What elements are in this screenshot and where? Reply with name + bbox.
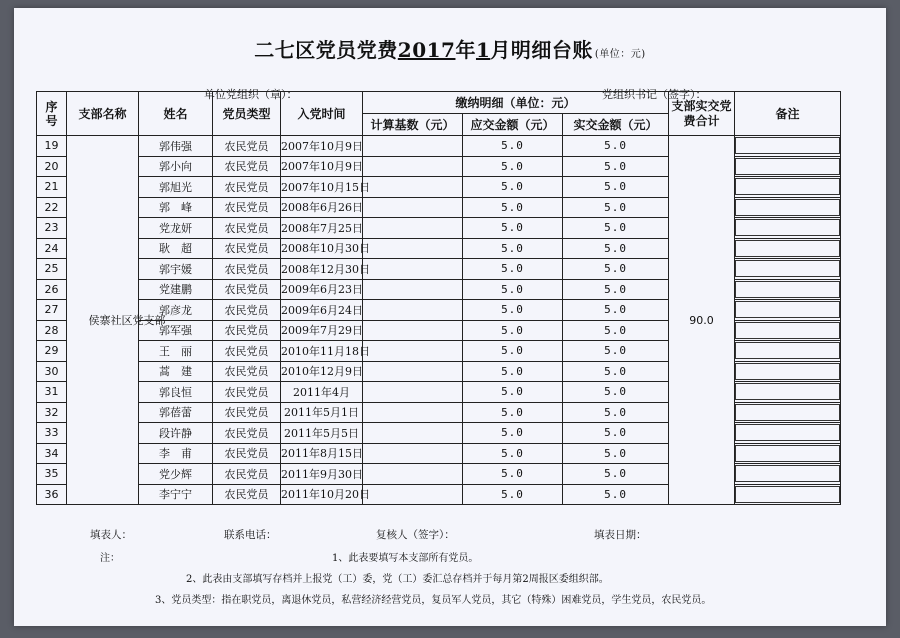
header-total-paid: 支部实交党费合计 (669, 92, 735, 136)
row-name: 郭伟强 (139, 136, 213, 157)
row-type: 农民党员 (213, 218, 281, 239)
row-seq: 23 (37, 218, 67, 239)
row-due: 5.0 (463, 136, 563, 157)
row-base (363, 341, 463, 362)
remarks-input[interactable] (735, 301, 840, 318)
remarks-input[interactable] (735, 137, 840, 154)
row-remarks (735, 177, 841, 198)
remarks-input[interactable] (735, 383, 840, 400)
row-due: 5.0 (463, 443, 563, 464)
row-remarks (735, 259, 841, 280)
row-paid: 5.0 (563, 423, 669, 444)
row-base (363, 484, 463, 505)
row-join-date: 2008年7月25日 (281, 218, 363, 239)
remarks-input[interactable] (735, 465, 840, 482)
row-base (363, 382, 463, 403)
row-name: 李宁宁 (139, 484, 213, 505)
secretary-sign-label: 党组织书记（签字）： (602, 88, 707, 101)
row-remarks (735, 320, 841, 341)
row-remarks (735, 197, 841, 218)
row-remarks (735, 382, 841, 403)
row-seq: 27 (37, 300, 67, 321)
remarks-input[interactable] (735, 281, 840, 298)
row-type: 农民党员 (213, 279, 281, 300)
row-due: 5.0 (463, 218, 563, 239)
title-prefix: 二七区党员党费 (254, 38, 398, 62)
filler-label: 填表人： (90, 529, 132, 541)
row-remarks (735, 238, 841, 259)
row-paid: 5.0 (563, 382, 669, 403)
row-base (363, 464, 463, 485)
note-3: 3、党员类型：指在职党员，离退休党员，私营经济经营党员，复员军人党员，其它（特殊）困难党员，学生党员，农民党员。 (155, 595, 712, 606)
row-due: 5.0 (463, 279, 563, 300)
row-paid: 5.0 (563, 402, 669, 423)
row-type: 农民党员 (213, 464, 281, 485)
row-join-date: 2007年10月9日 (281, 156, 363, 177)
branch-total: 90.0 (689, 313, 714, 327)
row-paid: 5.0 (563, 300, 669, 321)
remarks-input[interactable] (735, 219, 840, 236)
header-due: 应交金额（元） (463, 114, 563, 136)
row-base (363, 218, 463, 239)
row-seq: 19 (37, 136, 67, 157)
ledger-body (37, 136, 841, 505)
row-type: 农民党员 (213, 320, 281, 341)
header-seq: 序号 (37, 92, 67, 136)
row-remarks (735, 464, 841, 485)
header-join-date: 入党时间 (281, 92, 363, 136)
row-due: 5.0 (463, 238, 563, 259)
row-join-date: 2011年5月5日 (281, 423, 363, 444)
remarks-input[interactable] (735, 424, 840, 441)
row-paid: 5.0 (563, 259, 669, 280)
row-due: 5.0 (463, 177, 563, 198)
note-2: 2、此表由支部填写存档并上报党（工）委，党（工）委汇总存档并于每月第2周报区委组织部。 (186, 574, 609, 585)
row-type: 农民党员 (213, 361, 281, 382)
row-remarks (735, 341, 841, 362)
row-seq: 32 (37, 402, 67, 423)
row-due: 5.0 (463, 320, 563, 341)
row-remarks (735, 484, 841, 505)
header-paid: 实交金额（元） (563, 114, 669, 136)
row-due: 5.0 (463, 484, 563, 505)
row-paid: 5.0 (563, 156, 669, 177)
row-seq: 30 (37, 361, 67, 382)
row-remarks (735, 402, 841, 423)
row-remarks (735, 279, 841, 300)
row-name: 党龙妍 (139, 218, 213, 239)
row-seq: 33 (37, 423, 67, 444)
document-title (14, 34, 886, 63)
title-year-suffix: 年 (455, 38, 476, 62)
row-name: 党建鹏 (139, 279, 213, 300)
row-paid: 5.0 (563, 464, 669, 485)
fill-date-label: 填表日期： (594, 529, 647, 541)
row-base (363, 361, 463, 382)
row-name: 李 甫 (139, 443, 213, 464)
row-base (363, 156, 463, 177)
dues-ledger-table (36, 91, 841, 505)
row-seq: 35 (37, 464, 67, 485)
remarks-input[interactable] (735, 445, 840, 462)
row-base (363, 402, 463, 423)
remarks-input[interactable] (735, 260, 840, 277)
row-paid: 5.0 (563, 484, 669, 505)
remarks-input[interactable] (735, 199, 840, 216)
header-base: 计算基数（元） (363, 114, 463, 136)
reviewer-label: 复核人（签字）： (376, 529, 455, 541)
remarks-input[interactable] (735, 404, 840, 421)
row-name: 王 丽 (139, 341, 213, 362)
row-remarks (735, 361, 841, 382)
remarks-input[interactable] (735, 342, 840, 359)
remarks-input[interactable] (735, 363, 840, 380)
row-join-date: 2007年10月9日 (281, 136, 363, 157)
row-type: 农民党员 (213, 177, 281, 198)
row-name: 郭蓓蕾 (139, 402, 213, 423)
row-paid: 5.0 (563, 238, 669, 259)
row-paid: 5.0 (563, 177, 669, 198)
branch-total-cell (669, 136, 735, 505)
row-join-date: 2011年10月20日 (281, 484, 363, 505)
row-remarks (735, 423, 841, 444)
row-seq: 20 (37, 156, 67, 177)
phone-label: 联系电话： (224, 529, 277, 541)
row-base (363, 320, 463, 341)
title-year: 2017 (397, 38, 456, 62)
row-paid: 5.0 (563, 197, 669, 218)
row-due: 5.0 (463, 423, 563, 444)
row-remarks (735, 443, 841, 464)
row-seq: 29 (37, 341, 67, 362)
row-seq: 34 (37, 443, 67, 464)
row-paid: 5.0 (563, 443, 669, 464)
row-due: 5.0 (463, 464, 563, 485)
title-month: 1 (475, 38, 491, 62)
row-join-date: 2009年6月23日 (281, 279, 363, 300)
row-name: 郭旭光 (139, 177, 213, 198)
row-join-date: 2010年12月9日 (281, 361, 363, 382)
header-name: 姓名 (139, 92, 213, 136)
row-join-date: 2010年11月18日 (281, 341, 363, 362)
row-name: 耿 超 (139, 238, 213, 259)
row-type: 农民党员 (213, 423, 281, 444)
row-name: 郭宇媛 (139, 259, 213, 280)
row-seq: 31 (37, 382, 67, 403)
row-name: 郭军强 (139, 320, 213, 341)
row-type: 农民党员 (213, 238, 281, 259)
row-base (363, 423, 463, 444)
row-join-date: 2007年10月15日 (281, 177, 363, 198)
title-unit: (单位：元) (594, 49, 646, 60)
row-join-date: 2008年10月30日 (281, 238, 363, 259)
row-name: 郭彦龙 (139, 300, 213, 321)
row-due: 5.0 (463, 197, 563, 218)
row-remarks (735, 156, 841, 177)
row-due: 5.0 (463, 156, 563, 177)
row-seq: 36 (37, 484, 67, 505)
row-type: 农民党员 (213, 300, 281, 321)
row-type: 农民党员 (213, 402, 281, 423)
row-paid: 5.0 (563, 361, 669, 382)
row-remarks (735, 136, 841, 157)
row-due: 5.0 (463, 341, 563, 362)
row-seq: 22 (37, 197, 67, 218)
header-remarks: 备注 (735, 92, 841, 136)
row-paid: 5.0 (563, 320, 669, 341)
row-paid: 5.0 (563, 218, 669, 239)
row-join-date: 2009年6月24日 (281, 300, 363, 321)
row-base (363, 443, 463, 464)
row-type: 农民党员 (213, 484, 281, 505)
row-join-date: 2011年8月15日 (281, 443, 363, 464)
row-base (363, 279, 463, 300)
row-base (363, 177, 463, 198)
remarks-input[interactable] (735, 322, 840, 339)
row-name: 段许静 (139, 423, 213, 444)
row-join-date: 2011年4月 (281, 382, 363, 403)
row-remarks (735, 218, 841, 239)
row-paid: 5.0 (563, 136, 669, 157)
row-seq: 25 (37, 259, 67, 280)
branch-name-cell (67, 136, 166, 505)
row-due: 5.0 (463, 300, 563, 321)
note-1: 1、此表要填写本支部所有党员。 (332, 553, 479, 564)
row-join-date: 2008年6月26日 (281, 197, 363, 218)
row-type: 农民党员 (213, 197, 281, 218)
row-name: 党少辉 (139, 464, 213, 485)
row-base (363, 300, 463, 321)
row-seq: 28 (37, 320, 67, 341)
row-type: 农民党员 (213, 156, 281, 177)
row-seq: 24 (37, 238, 67, 259)
row-type: 农民党员 (213, 382, 281, 403)
row-due: 5.0 (463, 402, 563, 423)
row-join-date: 2009年7月29日 (281, 320, 363, 341)
remarks-input[interactable] (735, 486, 840, 503)
remarks-input[interactable] (735, 158, 840, 175)
row-base (363, 197, 463, 218)
row-name: 郭 峰 (139, 197, 213, 218)
row-due: 5.0 (463, 361, 563, 382)
row-type: 农民党员 (213, 259, 281, 280)
row-join-date: 2011年9月30日 (281, 464, 363, 485)
row-base (363, 136, 463, 157)
row-paid: 5.0 (563, 341, 669, 362)
title-suffix: 月明细台账 (490, 38, 593, 62)
row-due: 5.0 (463, 382, 563, 403)
row-join-date: 2011年5月1日 (281, 402, 363, 423)
notes-label: 注： (100, 553, 120, 564)
row-base (363, 238, 463, 259)
row-join-date: 2008年12月30日 (281, 259, 363, 280)
row-name: 郭良恒 (139, 382, 213, 403)
row-type: 农民党员 (213, 341, 281, 362)
row-remarks (735, 300, 841, 321)
row-seq: 21 (37, 177, 67, 198)
table-row (37, 136, 841, 157)
row-due: 5.0 (463, 259, 563, 280)
row-paid: 5.0 (563, 279, 669, 300)
remarks-input[interactable] (735, 178, 840, 195)
org-seal-label: 单位党组织（章）： (204, 88, 298, 101)
row-name: 蒿 建 (139, 361, 213, 382)
row-seq: 26 (37, 279, 67, 300)
row-type: 农民党员 (213, 136, 281, 157)
header-branch: 支部名称 (67, 92, 139, 136)
remarks-input[interactable] (735, 240, 840, 257)
branch-name: 侯寨社区党支部 (88, 313, 166, 327)
row-name: 郭小向 (139, 156, 213, 177)
row-base (363, 259, 463, 280)
header-type: 党员类型 (213, 92, 281, 136)
row-type: 农民党员 (213, 443, 281, 464)
header-payment-detail: 缴纳明细（单位：元） (363, 92, 669, 114)
